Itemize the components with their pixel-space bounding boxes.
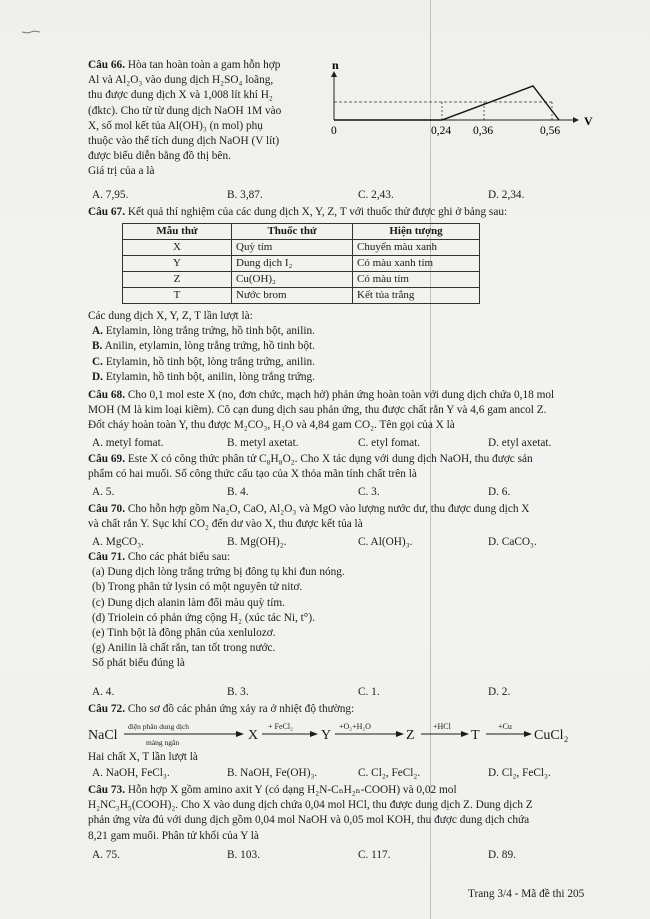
species-x: X: [248, 728, 259, 743]
table-row: [123, 256, 480, 272]
q72-stem: Câu 72. Cho sơ đồ các phản ứng xảy ra ở nhiệt độ thường:: [88, 703, 355, 715]
q73-text-line: Câu 73. Hỗn hợp X gồm amino axit Y (có dạng H₂N-CₙH₂ₙ-COOH) và 0,02 mol: [88, 784, 457, 796]
axis-n-label: n: [332, 58, 339, 72]
tick-056: 0,56: [540, 125, 561, 137]
q71-question: Số phát biểu đúng là: [92, 657, 185, 670]
option-c: C. Cl₂, FeCl₂.: [358, 767, 421, 779]
option-b: B. 4.: [227, 486, 249, 498]
option-b: B. 3.: [227, 686, 249, 698]
option-d: D. 6.: [488, 486, 511, 498]
option-d: D. etyl axetat.: [488, 437, 552, 449]
option-a: A. 5.: [92, 486, 115, 498]
precipitate-curve: [334, 86, 559, 120]
option-a: A. 75.: [92, 849, 120, 861]
q66-text-line: Câu 66. Hòa tan hoàn toàn a gam hỗn hợp: [88, 59, 281, 71]
condition-1: điện phân dung dịch: [128, 722, 190, 731]
table-cell: Dung dịch I₂: [232, 256, 353, 272]
q66-text-line: (đktc). Cho từ từ dung dịch NaOH 1M vào: [88, 104, 282, 117]
question-69: [88, 452, 596, 482]
option-b: B. metyl axetat.: [227, 437, 299, 449]
option-b: B. 3,87.: [227, 189, 263, 201]
arrow-5: [524, 731, 532, 737]
condition-4: +HCl: [433, 722, 451, 731]
option-c: C. 117.: [358, 849, 391, 861]
option-a: A. 7,95.: [92, 189, 129, 201]
q73-text-line: H₂NC₃H₅(COOH)₂. Cho X vào dung dịch chứa 0,04 mol HCl, thu được dung dịch Z. Dung dịch Z: [88, 799, 533, 812]
table-cell: Cu(OH)₂: [232, 272, 353, 288]
question-67: [88, 205, 596, 220]
option-b: B. Mg(OH)₂.: [227, 536, 287, 548]
option-c: C. etyl fomat.: [358, 437, 421, 449]
condition-2: + FeCl₂: [268, 722, 293, 731]
condition-1b: màng ngăn: [146, 738, 180, 747]
q66-text-line: được biểu diễn bằng đồ thị bên.: [88, 150, 231, 163]
tick-024: 0,24: [431, 125, 452, 137]
arrow-2: [310, 731, 318, 737]
q68-text-line: Đốt cháy hoàn toàn Y, thu được M₂CO₃, H₂O và 4,84 gam CO₂. Tên gọi của X là: [88, 419, 455, 432]
option-a: A. NaOH, FeCl₃.: [92, 767, 170, 779]
table-cell: X: [123, 240, 232, 256]
species-nacl: NaCl: [88, 728, 118, 743]
table-cell: Quỳ tím: [232, 240, 353, 256]
tick-0: 0: [331, 125, 337, 137]
arrow-4: [461, 731, 469, 737]
option-d: D. Cl₂, FeCl₃.: [488, 767, 551, 779]
q66-text-line: X, số mol kết tủa Al(OH)₃ (n mol) phụ: [88, 119, 263, 132]
option-a: A. metyl fomat.: [92, 437, 164, 449]
option-d: D. 89.: [488, 849, 516, 861]
q71-statement: (c) Dung dịch alanin làm đổi màu quỳ tím.: [92, 596, 285, 609]
q67-option-a: A. Etylamin, lòng trắng trứng, hồ tinh bột, anilin.: [92, 325, 315, 338]
condition-5: +Cu: [498, 722, 512, 731]
option-a: A. 4.: [92, 686, 115, 698]
q66-options: [92, 189, 596, 204]
q66-graph: [318, 58, 603, 140]
q68-options: [92, 437, 596, 452]
q69-text-line: Câu 69. Este X có công thức phân tử C₈H₈O₂. Cho X tác dụng với dung dịch NaOH, thu được sản: [88, 453, 533, 465]
q71-statement: (b) Trong phân tử lysin có một nguyên tử nitơ.: [92, 581, 303, 594]
question-73: [88, 783, 596, 844]
option-c: C. Al(OH)₃.: [358, 536, 413, 548]
table-cell: T: [123, 288, 232, 304]
q67-table: [122, 223, 480, 304]
q69-options: [92, 486, 596, 501]
option-a: A. MgCO₃.: [92, 536, 144, 548]
question-71: [88, 550, 596, 672]
arrow-3: [396, 731, 404, 737]
q72-prompt: Hai chất X, T lần lượt là: [88, 751, 198, 763]
species-t: T: [471, 728, 480, 743]
q70-options: [92, 536, 596, 551]
q68-text-line: Câu 68. Cho 0,1 mol este X (no, đơn chức, mạch hở) phản ứng hoàn toàn với dung dịch chứa 0,18 mol: [88, 389, 555, 401]
q67-option-b: B. Anilin, etylamin, lòng trắng trứng, hồ tinh bột.: [92, 340, 315, 353]
question-72: [88, 702, 596, 717]
q73-text-line: phản ứng vừa đủ với dung dịch gồm 0,04 mol NaOH và 0,05 mol KOH, thu được dung dịch chứa: [88, 814, 530, 827]
q67-option-d: D. Etylamin, hồ tinh bột, anilin, lòng trắng trứng.: [92, 370, 315, 383]
q70-text-line: và chất rắn Y. Sục khí CO₂ đến dư vào X, thu được kết tủa là: [88, 518, 363, 531]
table-header-row: [123, 224, 480, 240]
option-c: C. 2,43.: [358, 189, 394, 201]
table-row: [123, 240, 480, 256]
scan-mark: [22, 30, 40, 34]
table-cell: Chuyển màu xanh: [353, 240, 480, 256]
table-cell: Kết tủa trắng: [353, 288, 480, 304]
q70-text-line: Câu 70. Cho hỗn hợp gồm Na₂O, CaO, Al₂O₃ và MgO vào lượng nước dư, thu được dung dịch X: [88, 503, 530, 515]
q67-option-c: C. Etylamin, hồ tinh bột, lòng trắng trứng, anilin.: [92, 355, 315, 368]
q68-text-line: MOH (M là kim loại kiềm). Cô cạn dung dịch sau phản ứng, thu được chất rắn Y và 4,6 gam ancol Z.: [88, 404, 547, 417]
q67-stem: Câu 67. Kết quả thí nghiệm của các dung dịch X, Y, Z, T với thuốc thử được ghi ở bảng sau:: [88, 206, 508, 218]
q71-options: [92, 686, 596, 701]
option-c: C. 1.: [358, 686, 380, 698]
table-header: Thuốc thử: [232, 224, 353, 240]
q66-text-line: thu được dung dịch X và 1,008 lít khí H₂: [88, 89, 273, 102]
q72-options: [92, 767, 596, 782]
table-cell: Y: [123, 256, 232, 272]
axis-v-label: V: [584, 114, 593, 128]
species-y: Y: [321, 728, 332, 743]
q73-text-line: 8,21 gam muối. Phân tử khối của Y là: [88, 829, 259, 842]
q66-text-line: thuộc vào thể tích dung dịch NaOH (V lít): [88, 135, 280, 148]
table-cell: Z: [123, 272, 232, 288]
q71-statement: (d) Triolein có phản ứng cộng H₂ (xúc tác Ni, t°).: [92, 611, 315, 624]
q71-stem: Câu 71. Cho các phát biểu sau:: [88, 551, 231, 563]
table-header: Mẫu thử: [123, 224, 232, 240]
q71-statement: (g) Anilin là chất rắn, tan tốt trong nước.: [92, 642, 276, 655]
q67-prompt: Các dung dịch X, Y, Z, T lần lượt là:: [88, 310, 253, 322]
condition-3: +O₂+H₂O: [339, 722, 371, 731]
q72-prompt-block: [88, 750, 596, 765]
page-footer: Trang 3/4 - Mã đề thi 205: [468, 888, 585, 900]
q69-text-line: phẩm có hai muối. Số công thức cấu tạo của X thỏa mãn tính chất trên là: [88, 468, 417, 481]
table-row: [123, 288, 480, 304]
option-d: D. 2,34.: [488, 189, 525, 201]
option-c: C. 3.: [358, 486, 380, 498]
table-header: Hiện tượng: [353, 224, 480, 240]
q71-statement: (e) Tinh bột là đồng phân của xenlulozơ.: [92, 627, 276, 640]
question-66: [88, 58, 338, 180]
question-70: [88, 502, 596, 532]
tick-036: 0,36: [473, 125, 494, 137]
table-cell: Có màu xanh tím: [353, 256, 480, 272]
option-d: D. CaCO₃.: [488, 536, 537, 548]
q66-text-line: Giá trị của a là: [88, 165, 155, 178]
option-b: B. 103.: [227, 849, 260, 861]
table-cell: Nước brom: [232, 288, 353, 304]
q73-options: [92, 849, 596, 864]
option-b: B. NaOH, Fe(OH)₃.: [227, 767, 318, 779]
question-68: [88, 388, 596, 434]
x-axis-arrow: [573, 117, 579, 123]
option-d: D. 2.: [488, 686, 511, 698]
species-cucl2: CuCl₂: [534, 728, 569, 743]
q66-text-line: Al và Al₂O₃ vào dung dịch H₂SO₄ loãng,: [88, 74, 274, 87]
arrow-1: [236, 731, 244, 737]
table-row: [123, 272, 480, 288]
species-z: Z: [406, 728, 415, 743]
q72-reaction-scheme: [88, 718, 588, 748]
q67-answers: [88, 309, 596, 385]
q71-statement: (a) Dung dịch lòng trắng trứng bị đông tụ khi đun nóng.: [92, 566, 345, 579]
table-cell: Có màu tím: [353, 272, 480, 288]
